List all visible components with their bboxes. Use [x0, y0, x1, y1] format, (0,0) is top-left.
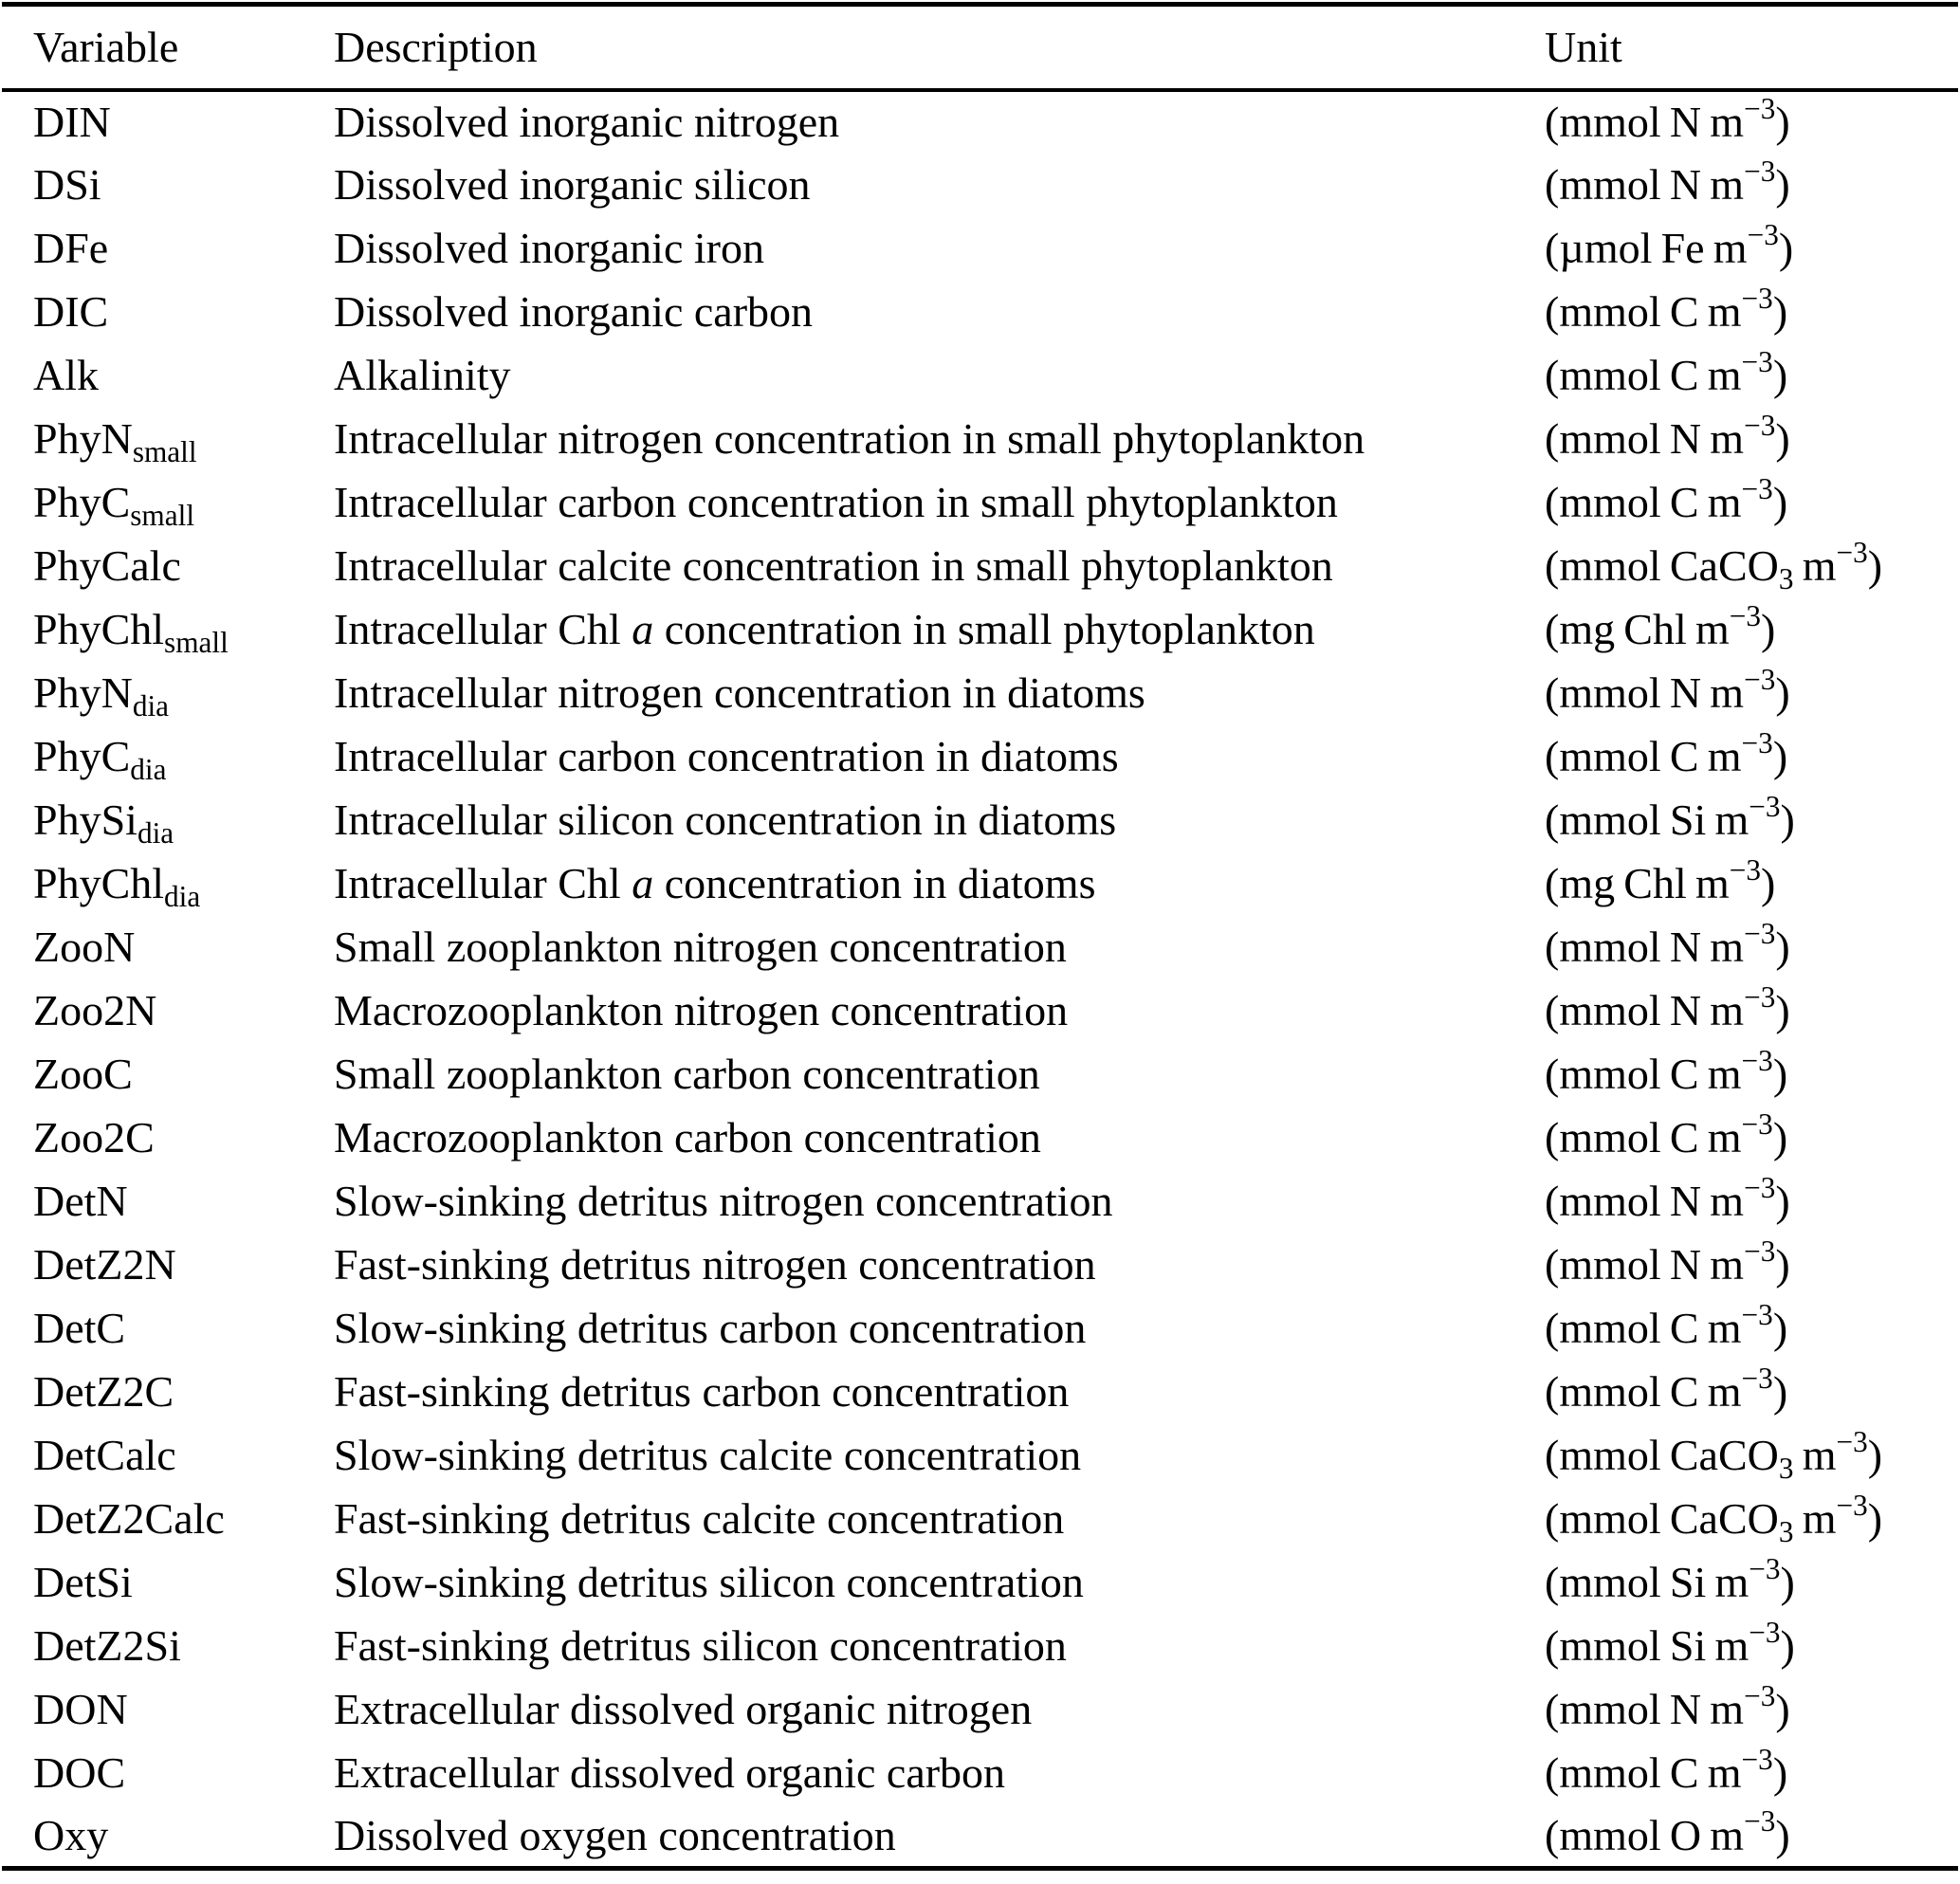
unit-cell: (mmol N $m^{-3}$) — [1545, 408, 1790, 463]
variable-cell: DetZ2Calc — [33, 1494, 225, 1543]
table-body — [2, 90, 1958, 1869]
description-cell: Extracellular dissolved organic nitrogen — [334, 1685, 1033, 1733]
unit-cell: (mmol Si $m^{-3}$) — [1545, 1615, 1795, 1670]
unit-cell: (mg Chl $m^{-3}$) — [1545, 852, 1776, 907]
table-row — [2, 281, 1958, 344]
table-row — [2, 471, 1958, 535]
description-cell: Dissolved inorganic nitrogen — [334, 98, 840, 146]
description-cell: Small zooplankton nitrogen concentration — [334, 923, 1067, 971]
unit-cell: (mmol O $m^{-3}$) — [1545, 1804, 1790, 1859]
column-header-description: Description — [334, 22, 538, 71]
description-cell: Dissolved inorganic carbon — [334, 287, 814, 336]
unit-cell: (mmol N $m^{-3}$) — [1545, 916, 1790, 971]
table-row — [2, 1043, 1958, 1107]
table-row — [2, 979, 1958, 1043]
description-cell: Fast-sinking detritus carbon concentration — [334, 1367, 1070, 1416]
variable-cell: PhyCalc — [33, 541, 181, 590]
table-row — [2, 1551, 1958, 1615]
unit-cell: (mmol CaCO$_3$ $m^{-3}$) — [1545, 1424, 1883, 1485]
table-row — [2, 1424, 1958, 1488]
variable-cell: DIN — [33, 98, 111, 146]
variable-cell: PhySi$_{dia}$ — [33, 796, 174, 850]
variable-cell: ZooC — [33, 1050, 133, 1098]
variable-cell: DetCalc — [33, 1431, 176, 1479]
table-row — [2, 1678, 1958, 1742]
unit-cell: (mmol C $m^{-3}$) — [1545, 1107, 1788, 1161]
unit-cell: (mmol C $m^{-3}$) — [1545, 1043, 1788, 1098]
variable-cell: PhyC$_{small}$ — [33, 478, 195, 532]
table-row — [2, 1297, 1958, 1361]
table-row — [2, 1805, 1958, 1869]
table-row — [2, 598, 1958, 662]
variables-table — [2, 2, 1958, 1871]
table-row — [2, 789, 1958, 852]
unit-cell: (mmol C $m^{-3}$) — [1545, 1297, 1788, 1352]
header-row — [2, 5, 1958, 90]
table-row — [2, 1742, 1958, 1805]
variable-cell: DIC — [33, 287, 109, 336]
unit-cell: (mmol N $m^{-3}$) — [1545, 1678, 1790, 1733]
description-cell: Intracellular Chl a concentration in small phytoplankton — [334, 605, 1315, 653]
description-cell: Intracellular carbon concentration in diatoms — [334, 732, 1119, 780]
description-cell: Intracellular calcite concentration in small phytoplankton — [334, 541, 1333, 590]
description-cell: Small zooplankton carbon concentration — [334, 1050, 1040, 1098]
variable-cell: DetZ2C — [33, 1367, 174, 1416]
unit-cell: (mmol N $m^{-3}$) — [1545, 662, 1790, 717]
variable-cell: Alk — [33, 351, 99, 399]
unit-cell: (mmol N $m^{-3}$) — [1545, 154, 1790, 209]
variable-cell: DOC — [33, 1748, 126, 1797]
unit-cell: (mmol Si $m^{-3}$) — [1545, 789, 1795, 844]
unit-cell: (mmol C $m^{-3}$) — [1545, 1742, 1788, 1797]
description-cell: Slow-sinking detritus nitrogen concentration — [334, 1177, 1113, 1225]
description-cell: Intracellular Chl a concentration in diatoms — [334, 859, 1096, 907]
column-header-variable: Variable — [33, 22, 179, 71]
variable-cell: Zoo2N — [33, 986, 157, 1034]
unit-cell: (mmol C $m^{-3}$) — [1545, 725, 1788, 780]
table-row — [2, 535, 1958, 598]
variable-cell: PhyC$_{dia}$ — [33, 732, 167, 786]
table-row — [2, 1361, 1958, 1424]
variable-cell: DetSi — [33, 1558, 133, 1606]
description-cell: Extracellular dissolved organic carbon — [334, 1748, 1006, 1797]
variable-cell: PhyChl$_{small}$ — [33, 605, 229, 659]
table-row — [2, 1234, 1958, 1297]
variable-cell: DFe — [33, 224, 109, 272]
description-cell: Intracellular carbon concentration in small phytoplankton — [334, 478, 1338, 526]
description-cell: Intracellular nitrogen concentration in small phytoplankton — [334, 414, 1365, 463]
table-row — [2, 662, 1958, 725]
table-row — [2, 408, 1958, 471]
description-cell: Intracellular nitrogen concentration in diatoms — [334, 668, 1145, 717]
unit-cell: (mmol C $m^{-3}$) — [1545, 1361, 1788, 1416]
unit-cell: (mmol Si $m^{-3}$) — [1545, 1551, 1795, 1606]
unit-cell: (mmol N $m^{-3}$) — [1545, 1234, 1790, 1289]
description-cell: Intracellular silicon concentration in diatoms — [334, 796, 1117, 844]
unit-cell: (mmol C $m^{-3}$) — [1545, 344, 1788, 399]
table-row — [2, 852, 1958, 916]
variable-cell: DON — [33, 1685, 128, 1733]
table-row — [2, 154, 1958, 217]
description-cell: Macrozooplankton carbon concentration — [334, 1113, 1041, 1161]
unit-cell: (mmol N $m^{-3}$) — [1545, 979, 1790, 1034]
unit-cell: (mmol CaCO$_3$ $m^{-3}$) — [1545, 535, 1883, 595]
variable-cell: ZooN — [33, 923, 136, 971]
variable-cell: DetN — [33, 1177, 128, 1225]
description-cell: Macrozooplankton nitrogen concentration — [334, 986, 1069, 1034]
variable-cell: PhyChl$_{dia}$ — [33, 859, 201, 913]
variable-cell: DetZ2Si — [33, 1621, 181, 1670]
table-row — [2, 725, 1958, 789]
table-row — [2, 1488, 1958, 1551]
description-cell: Dissolved inorganic iron — [334, 224, 764, 272]
table-row — [2, 344, 1958, 408]
table-row — [2, 217, 1958, 281]
variable-cell: PhyN$_{small}$ — [33, 414, 197, 468]
variable-cell: DetC — [33, 1304, 126, 1352]
column-header-unit: Unit — [1545, 22, 1622, 71]
variable-cell: Zoo2C — [33, 1113, 155, 1161]
description-cell: Alkalinity — [334, 351, 511, 399]
description-cell: Dissolved oxygen concentration — [334, 1810, 896, 1859]
unit-cell: (µmol Fe $m^{-3}$) — [1545, 217, 1794, 272]
table-row — [2, 916, 1958, 979]
unit-cell: (mmol C $m^{-3}$) — [1545, 281, 1788, 336]
description-cell: Slow-sinking detritus carbon concentration — [334, 1304, 1087, 1352]
unit-cell: (mmol N $m^{-3}$) — [1545, 91, 1790, 146]
unit-cell: (mmol N $m^{-3}$) — [1545, 1170, 1790, 1225]
table-row — [2, 1107, 1958, 1170]
variable-cell: DetZ2N — [33, 1240, 176, 1289]
variable-cell: PhyN$_{dia}$ — [33, 668, 170, 723]
table-row — [2, 1615, 1958, 1678]
description-cell: Fast-sinking detritus nitrogen concentration — [334, 1240, 1096, 1289]
unit-cell: (mmol C $m^{-3}$) — [1545, 471, 1788, 526]
variable-cell: Oxy — [33, 1810, 109, 1859]
description-cell: Slow-sinking detritus calcite concentration — [334, 1431, 1082, 1479]
description-cell: Fast-sinking detritus calcite concentration — [334, 1494, 1065, 1543]
description-cell: Fast-sinking detritus silicon concentration — [334, 1621, 1067, 1670]
variable-cell: DSi — [33, 160, 101, 209]
table-row — [2, 90, 1958, 154]
unit-cell: (mg Chl $m^{-3}$) — [1545, 598, 1776, 653]
description-cell: Dissolved inorganic silicon — [334, 160, 811, 209]
table-row — [2, 1170, 1958, 1234]
unit-cell: (mmol CaCO$_3$ $m^{-3}$) — [1545, 1488, 1883, 1548]
description-cell: Slow-sinking detritus silicon concentration — [334, 1558, 1084, 1606]
